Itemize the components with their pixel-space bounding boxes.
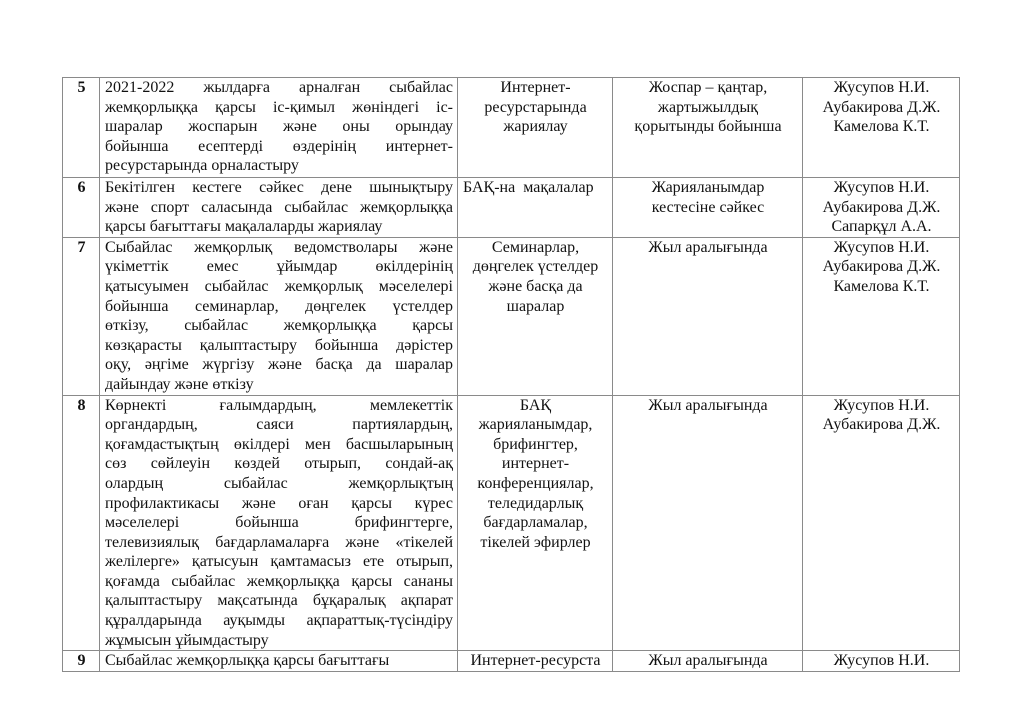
- action-cell: [100, 237, 458, 395]
- cell-line: телевизиялық бағдарламаларға және «тікелей: [105, 533, 453, 551]
- responsible-cell: [803, 395, 960, 651]
- form-cell: [458, 178, 613, 238]
- cell-line: интернет-: [501, 455, 570, 473]
- cell-line: қорытынды бойынша: [634, 118, 782, 136]
- cell-line: БАҚ-на мақалалар: [463, 179, 594, 196]
- cell-line: Сыбайлас жемқорлыққа қарсы бағыттағы: [105, 652, 390, 670]
- cell-line: шаралар жоспарын және оны орындау: [105, 118, 453, 136]
- responsible-cell: [803, 237, 960, 395]
- cell-line: БАҚ: [519, 396, 552, 414]
- cell-line: Жусупов Н.И.: [833, 79, 930, 96]
- table-row: [63, 78, 960, 178]
- row-number: 7: [63, 237, 100, 395]
- table-body: [63, 78, 960, 672]
- table-row: [63, 651, 960, 672]
- cell-line: Интернет-ресурста: [470, 652, 601, 670]
- cell-line: қатысуымен сыбайлас жемқорлық мәселелері: [105, 277, 453, 295]
- row-number: 5: [63, 78, 100, 178]
- cell-line: желілерге» қатысуын қамтамасыз ете отырып,: [105, 553, 453, 571]
- cell-line: бойынша семинарлар, дөңгелек үстелдер: [105, 297, 453, 315]
- term-cell: [613, 237, 803, 395]
- form-cell: [458, 651, 613, 672]
- cell-line: тікелей эфирлер: [480, 533, 591, 551]
- action-cell: [100, 178, 458, 238]
- cell-line: Жыл аралығында: [648, 396, 768, 414]
- cell-line: бойынша есептерді өздерінің интернет-: [105, 137, 453, 155]
- cell-line: қоғамдастықтың өкілдері мен басшыларының: [105, 435, 453, 453]
- cell-line: қалыптастыру мақсатында бұқаралық ақпарат: [105, 592, 453, 610]
- cell-line: конференциялар,: [477, 474, 594, 492]
- cell-line: Камелова К.Т.: [833, 118, 930, 136]
- cell-line: профилактикасы және оған қарсы күрес: [105, 494, 453, 512]
- cell-line: Жоспар – қаңтар,: [648, 79, 768, 96]
- cell-line: Жыл аралығында: [648, 238, 768, 256]
- cell-line: жартыжылдық: [657, 98, 759, 116]
- cell-line: Жусупов Н.И.: [833, 238, 930, 256]
- action-cell: [100, 395, 458, 651]
- table-row: [63, 237, 960, 395]
- cell-line: Көрнекті ғалымдардың, мемлекеттік: [105, 396, 453, 414]
- cell-line: теледидарлық: [487, 494, 584, 512]
- cell-line: Жусупов Н.И.: [833, 396, 930, 414]
- responsible-cell: [803, 78, 960, 178]
- term-cell: [613, 651, 803, 672]
- cell-line: Камелова К.Т.: [833, 277, 930, 295]
- cell-line: ресурстарында орналастыру: [105, 157, 299, 175]
- cell-line: үкіметтік емес ұйымдар өкілдерінің: [105, 258, 453, 276]
- cell-line: құралдарында ауқымды ақпараттық-түсіндіру: [105, 612, 453, 630]
- cell-line: Аубакирова Д.Ж.: [822, 258, 941, 276]
- cell-line: ресурстарында: [484, 98, 587, 116]
- cell-line: және спорт саласында сыбайлас жемқорлыққа: [105, 198, 453, 216]
- cell-line: көзқарасты қалыптастыру бойынша дәрістер: [105, 336, 453, 354]
- cell-line: Бекітілген кестеге сәйкес дене шынықтыру: [105, 179, 453, 196]
- cell-line: мәселелері бойынша брифингтерге,: [105, 514, 453, 532]
- action-cell: [100, 651, 458, 672]
- cell-line: Жусупов Н.И.: [833, 179, 930, 196]
- cell-line: Сыбайлас жемқорлық ведомстволары және: [105, 238, 453, 256]
- cell-line: жариялау: [503, 118, 568, 136]
- cell-line: Жарияланымдар: [651, 179, 765, 196]
- term-cell: [613, 78, 803, 178]
- form-cell: [458, 78, 613, 178]
- table-row: [63, 395, 960, 651]
- row-number: 9: [63, 651, 100, 672]
- cell-line: брифингтер,: [493, 435, 578, 453]
- row-number: 6: [63, 178, 100, 238]
- cell-line: жарияланымдар,: [478, 416, 593, 434]
- cell-line: өткізу, сыбайлас жемқорлыққа қарсы: [105, 317, 453, 335]
- table-row: [63, 178, 960, 238]
- cell-line: Аубакирова Д.Ж.: [822, 198, 941, 216]
- cell-line: Семинарлар,: [491, 238, 580, 256]
- cell-line: бағдарламалар,: [483, 514, 588, 532]
- cell-line: 2021-2022 жылдарға арналған сыбайлас: [105, 79, 453, 96]
- cell-line: олардың сыбайлас жемқорлықтың: [105, 474, 453, 492]
- row-number: 8: [63, 395, 100, 651]
- form-cell: [458, 237, 613, 395]
- term-cell: [613, 395, 803, 651]
- form-cell: [458, 395, 613, 651]
- cell-line: Аубакирова Д.Ж.: [822, 98, 941, 116]
- cell-line: Сапарқұл А.А.: [831, 218, 932, 236]
- cell-line: органдардың, саяси партиялардың,: [105, 416, 453, 434]
- term-cell: [613, 178, 803, 238]
- cell-line: шаралар: [506, 297, 565, 315]
- cell-line: кестесіне сәйкес: [651, 198, 765, 216]
- cell-line: жұмысын ұйымдастыру: [105, 631, 269, 649]
- cell-line: сөз сөйлеуін көздей отырып, сондай-ақ: [105, 455, 453, 473]
- cell-line: Интернет-: [500, 79, 571, 96]
- responsible-cell: [803, 651, 960, 672]
- cell-line: Жусупов Н.И.: [833, 652, 930, 670]
- responsible-cell: [803, 178, 960, 238]
- cell-line: дөңгелек үстелдер: [472, 258, 599, 276]
- cell-line: оқу, әңгіме жүргізу және басқа да шаралар: [105, 356, 453, 374]
- cell-line: қоғамда сыбайлас жемқорлыққа қарсы сананы: [105, 572, 453, 590]
- action-plan-table: [62, 77, 960, 672]
- cell-line: Жыл аралығында: [648, 652, 768, 670]
- cell-line: қарсы бағыттағы мақалаларды жариялау: [105, 218, 383, 236]
- cell-line: Аубакирова Д.Ж.: [822, 416, 941, 434]
- cell-line: дайындау және өткізу: [105, 375, 254, 393]
- cell-line: жемқорлыққа қарсы іс-қимыл жөніндегі іс-: [105, 98, 453, 116]
- cell-line: және басқа да: [488, 277, 583, 295]
- action-cell: [100, 78, 458, 178]
